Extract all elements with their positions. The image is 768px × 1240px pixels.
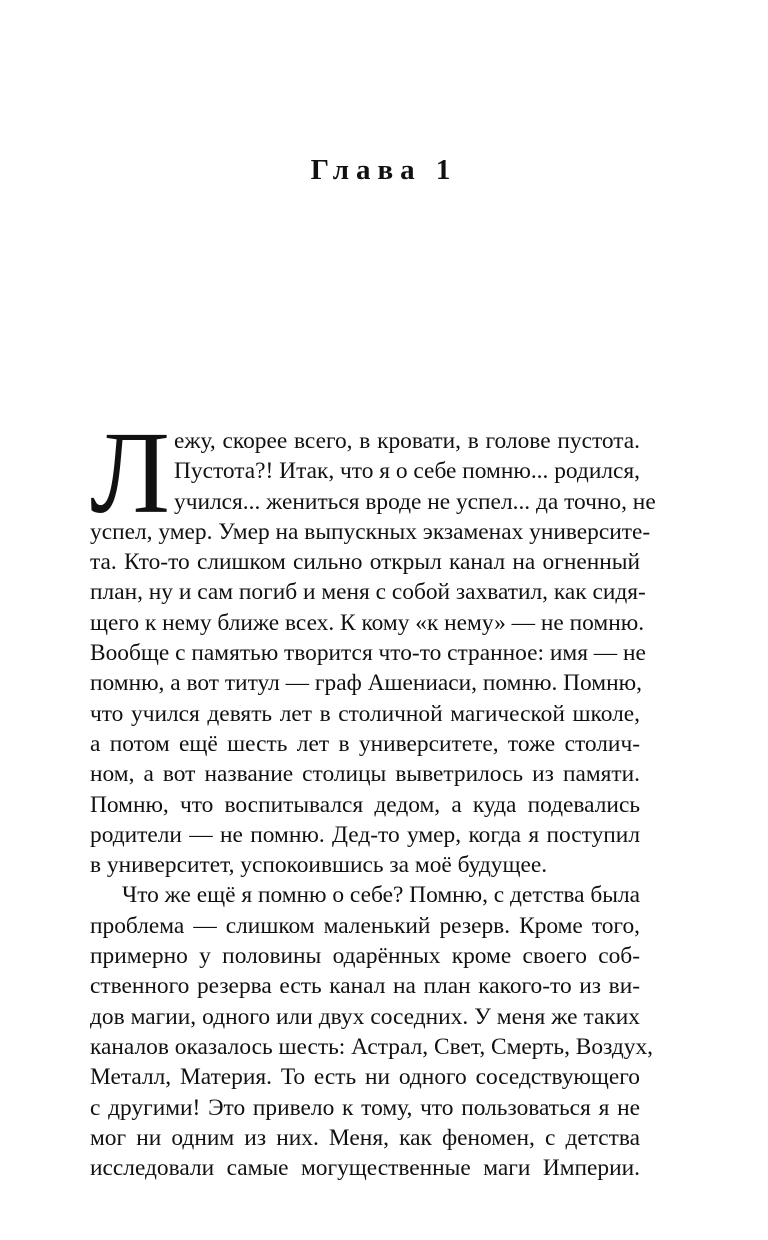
drop-cap: Л <box>90 407 171 538</box>
text-line: ном, а вот название столицы выветрилось из памяти. <box>90 761 640 788</box>
text-line: учился... жениться вроде не успел... да точно, не <box>174 488 656 515</box>
chapter-title: Глава 1 <box>310 154 458 186</box>
text-line: в университет, успокоившись за моё будущее. <box>90 852 548 879</box>
text-line: помню, а вот титул — граф Ашениаси, помню. Помню, <box>90 670 642 697</box>
text-line: примерно у половины одарённых кроме своего соб- <box>90 943 640 970</box>
text-line: родители — не помню. Дед-то умер, когда я поступил <box>90 821 640 848</box>
text-line: план, ну и сам погиб и меня с собой захватил, как сидя- <box>90 579 646 606</box>
text-line: Пустота?! Итак, что я о себе помню... родился, <box>174 458 641 485</box>
text-line: каналов оказалось шесть: Астрал, Свет, Смерть, Воздух, <box>90 1033 654 1060</box>
text-line: дов магии, одного или двух соседних. У меня же таких <box>90 1003 640 1030</box>
text-line: Металл, Материя. То есть ни одного соседствующего <box>90 1064 640 1091</box>
text-line: Вообще с памятью творится что-то странное: имя — не <box>90 640 646 667</box>
text-line: проблема — слишком маленький резерв. Кроме того, <box>90 912 640 939</box>
text-line: та. Кто-то слишком сильно открыл канал на огненный <box>90 549 640 576</box>
text-line: а потом ещё шесть лет в университете, тоже столич- <box>90 730 640 757</box>
text-line: ственного резерва есть канал на план какого-то из ви- <box>90 973 640 1000</box>
text-line: Что же ещё я помню о себе? Помню, с детства была <box>122 882 641 909</box>
body-text <box>90 407 656 1183</box>
text-line: исследовали самые могущественные маги Империи. <box>90 1155 640 1182</box>
text-line: с другими! Это привело к тому, что пользоваться я не <box>90 1094 640 1121</box>
text-line: Помню, что воспитывался дедом, а куда подевались <box>90 791 640 818</box>
text-line: успел, умер. Умер на выпускных экзаменах университе- <box>90 518 651 545</box>
text-line: ежу, скорее всего, в кровати, в голове пустота. <box>174 428 640 454</box>
text-line: мог ни одним из них. Меня, как феномен, с детства <box>90 1124 640 1151</box>
text-line: щего к нему ближе всех. К кому «к нему» — не помню. <box>90 609 645 636</box>
text-line: что учился девять лет в столичной магической школе, <box>90 700 640 727</box>
